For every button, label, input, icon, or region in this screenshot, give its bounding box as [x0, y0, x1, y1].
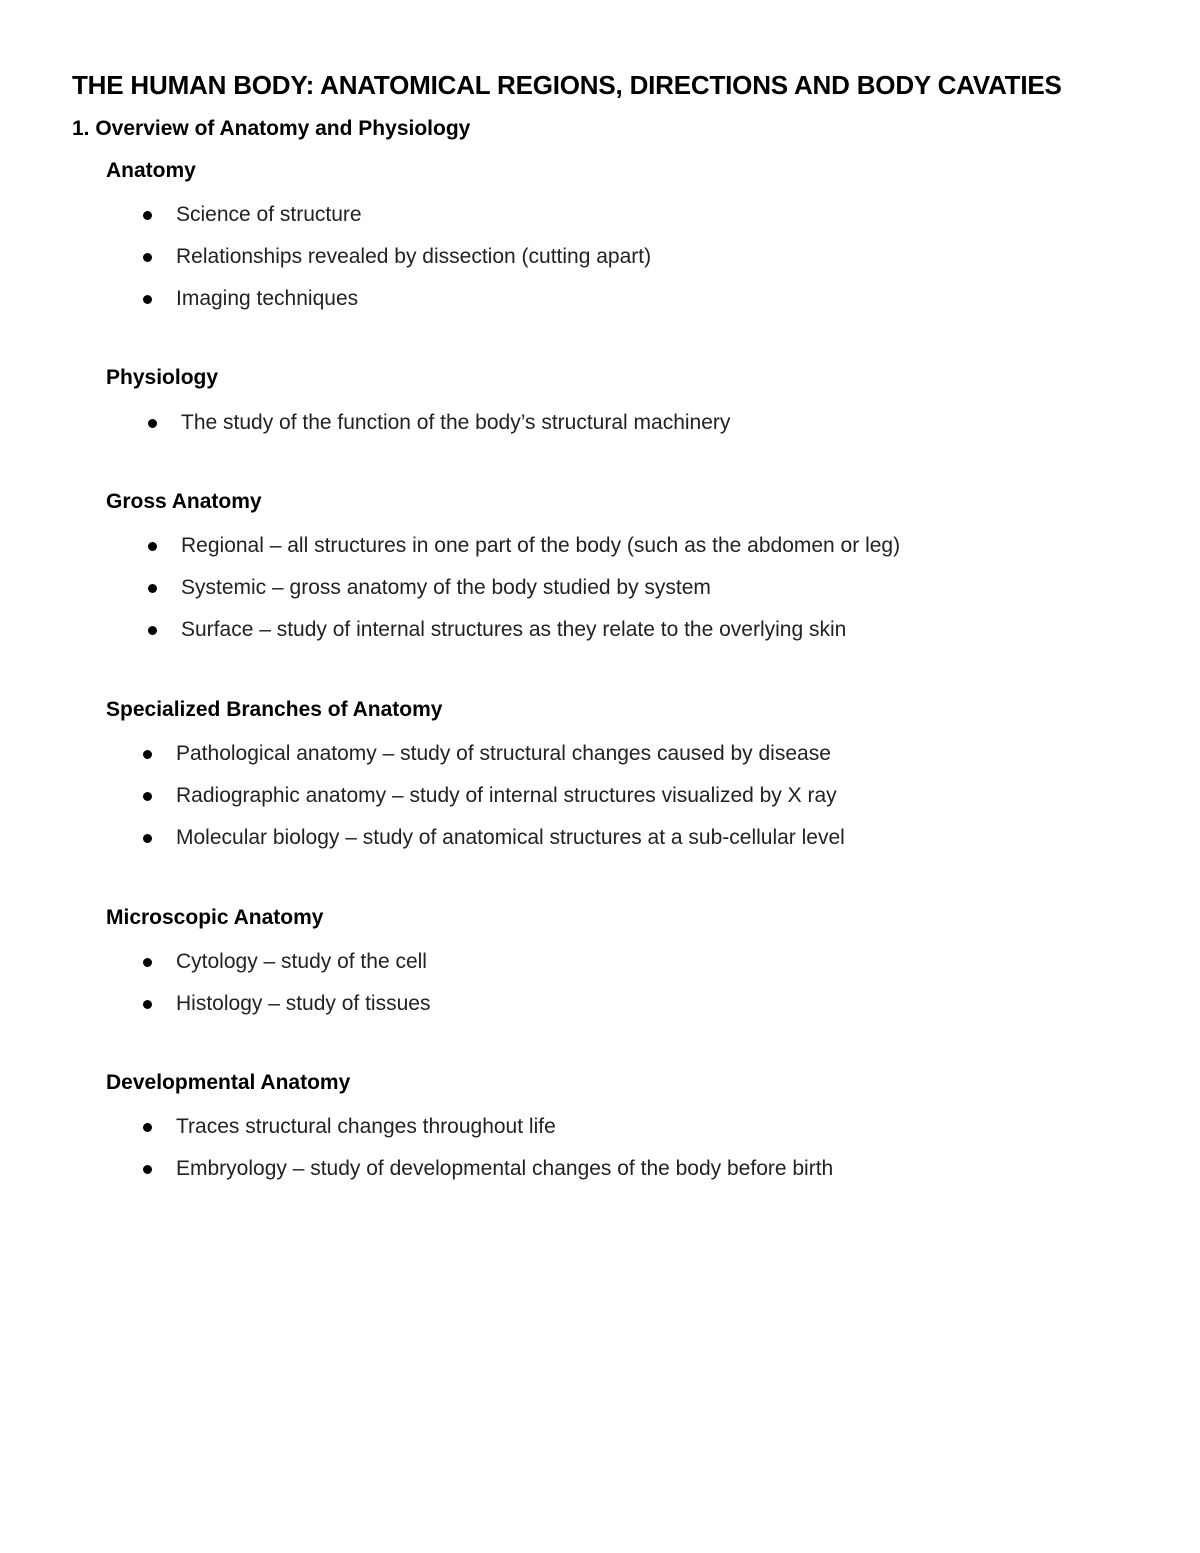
list-item-text: Systemic – gross anatomy of the body studied by system [181, 576, 711, 599]
bullet-icon [148, 419, 157, 428]
bullet-list-specialized-branches [176, 740, 845, 866]
list-item-text: Traces structural changes throughout life [176, 1115, 556, 1138]
subsection-heading-gross-anatomy: Gross Anatomy [106, 490, 262, 513]
bullet-list-gross-anatomy [181, 532, 900, 658]
bullet-icon [143, 958, 152, 967]
bullet-icon [143, 792, 152, 801]
bullet-icon [148, 542, 157, 551]
bullet-icon [143, 1165, 152, 1174]
bullet-icon [143, 295, 152, 304]
bullet-icon [143, 1000, 152, 1009]
list-item [176, 782, 845, 824]
list-item [176, 285, 651, 327]
list-item [176, 201, 651, 243]
list-item-text: Molecular biology – study of anatomical structures at a sub-cellular level [176, 826, 845, 849]
list-item [181, 532, 900, 574]
list-item [176, 948, 430, 990]
subsection-heading-specialized-branches: Specialized Branches of Anatomy [106, 698, 443, 721]
section-heading: 1. Overview of Anatomy and Physiology [72, 117, 471, 140]
list-item [176, 740, 845, 782]
list-item-text: Pathological anatomy – study of structural changes caused by disease [176, 742, 831, 765]
list-item [181, 616, 900, 658]
subsection-heading-anatomy: Anatomy [106, 159, 196, 182]
list-item [176, 1113, 833, 1155]
list-item-text: Science of structure [176, 203, 362, 226]
bullet-icon [143, 253, 152, 262]
bullet-icon [143, 211, 152, 220]
list-item-text: The study of the function of the body’s structural machinery [181, 411, 731, 434]
subsection-heading-microscopic-anatomy: Microscopic Anatomy [106, 906, 324, 929]
bullet-list-physiology [181, 409, 730, 451]
list-item [176, 824, 845, 866]
list-item-text: Embryology – study of developmental changes of the body before birth [176, 1157, 834, 1180]
bullet-icon [148, 626, 157, 635]
subsection-heading-developmental-anatomy: Developmental Anatomy [106, 1071, 351, 1094]
list-item-text: Relationships revealed by dissection (cutting apart) [176, 245, 652, 268]
bullet-list-microscopic-anatomy [176, 948, 430, 1032]
list-item [176, 990, 430, 1032]
list-item [181, 409, 730, 451]
document-title: THE HUMAN BODY: ANATOMICAL REGIONS, DIRECTIONS AND BODY CAVATIES [72, 70, 1062, 100]
list-item-text: Imaging techniques [176, 287, 359, 310]
list-item-text: Radiographic anatomy – study of internal structures visualized by X ray [176, 784, 837, 807]
bullet-icon [148, 584, 157, 593]
bullet-list-developmental-anatomy [176, 1113, 833, 1197]
bullet-icon [143, 750, 152, 759]
list-item [181, 574, 900, 616]
list-item-text: Cytology – study of the cell [176, 950, 427, 973]
subsection-heading-physiology: Physiology [106, 366, 219, 389]
list-item-text: Regional – all structures in one part of the body (such as the abdomen or leg) [181, 534, 901, 557]
bullet-list-anatomy [176, 201, 651, 327]
bullet-icon [143, 834, 152, 843]
list-item [176, 243, 651, 285]
list-item-text: Surface – study of internal structures as they relate to the overlying skin [181, 618, 847, 641]
list-item-text: Histology – study of tissues [176, 992, 431, 1015]
bullet-icon [143, 1123, 152, 1132]
list-item [176, 1155, 833, 1197]
